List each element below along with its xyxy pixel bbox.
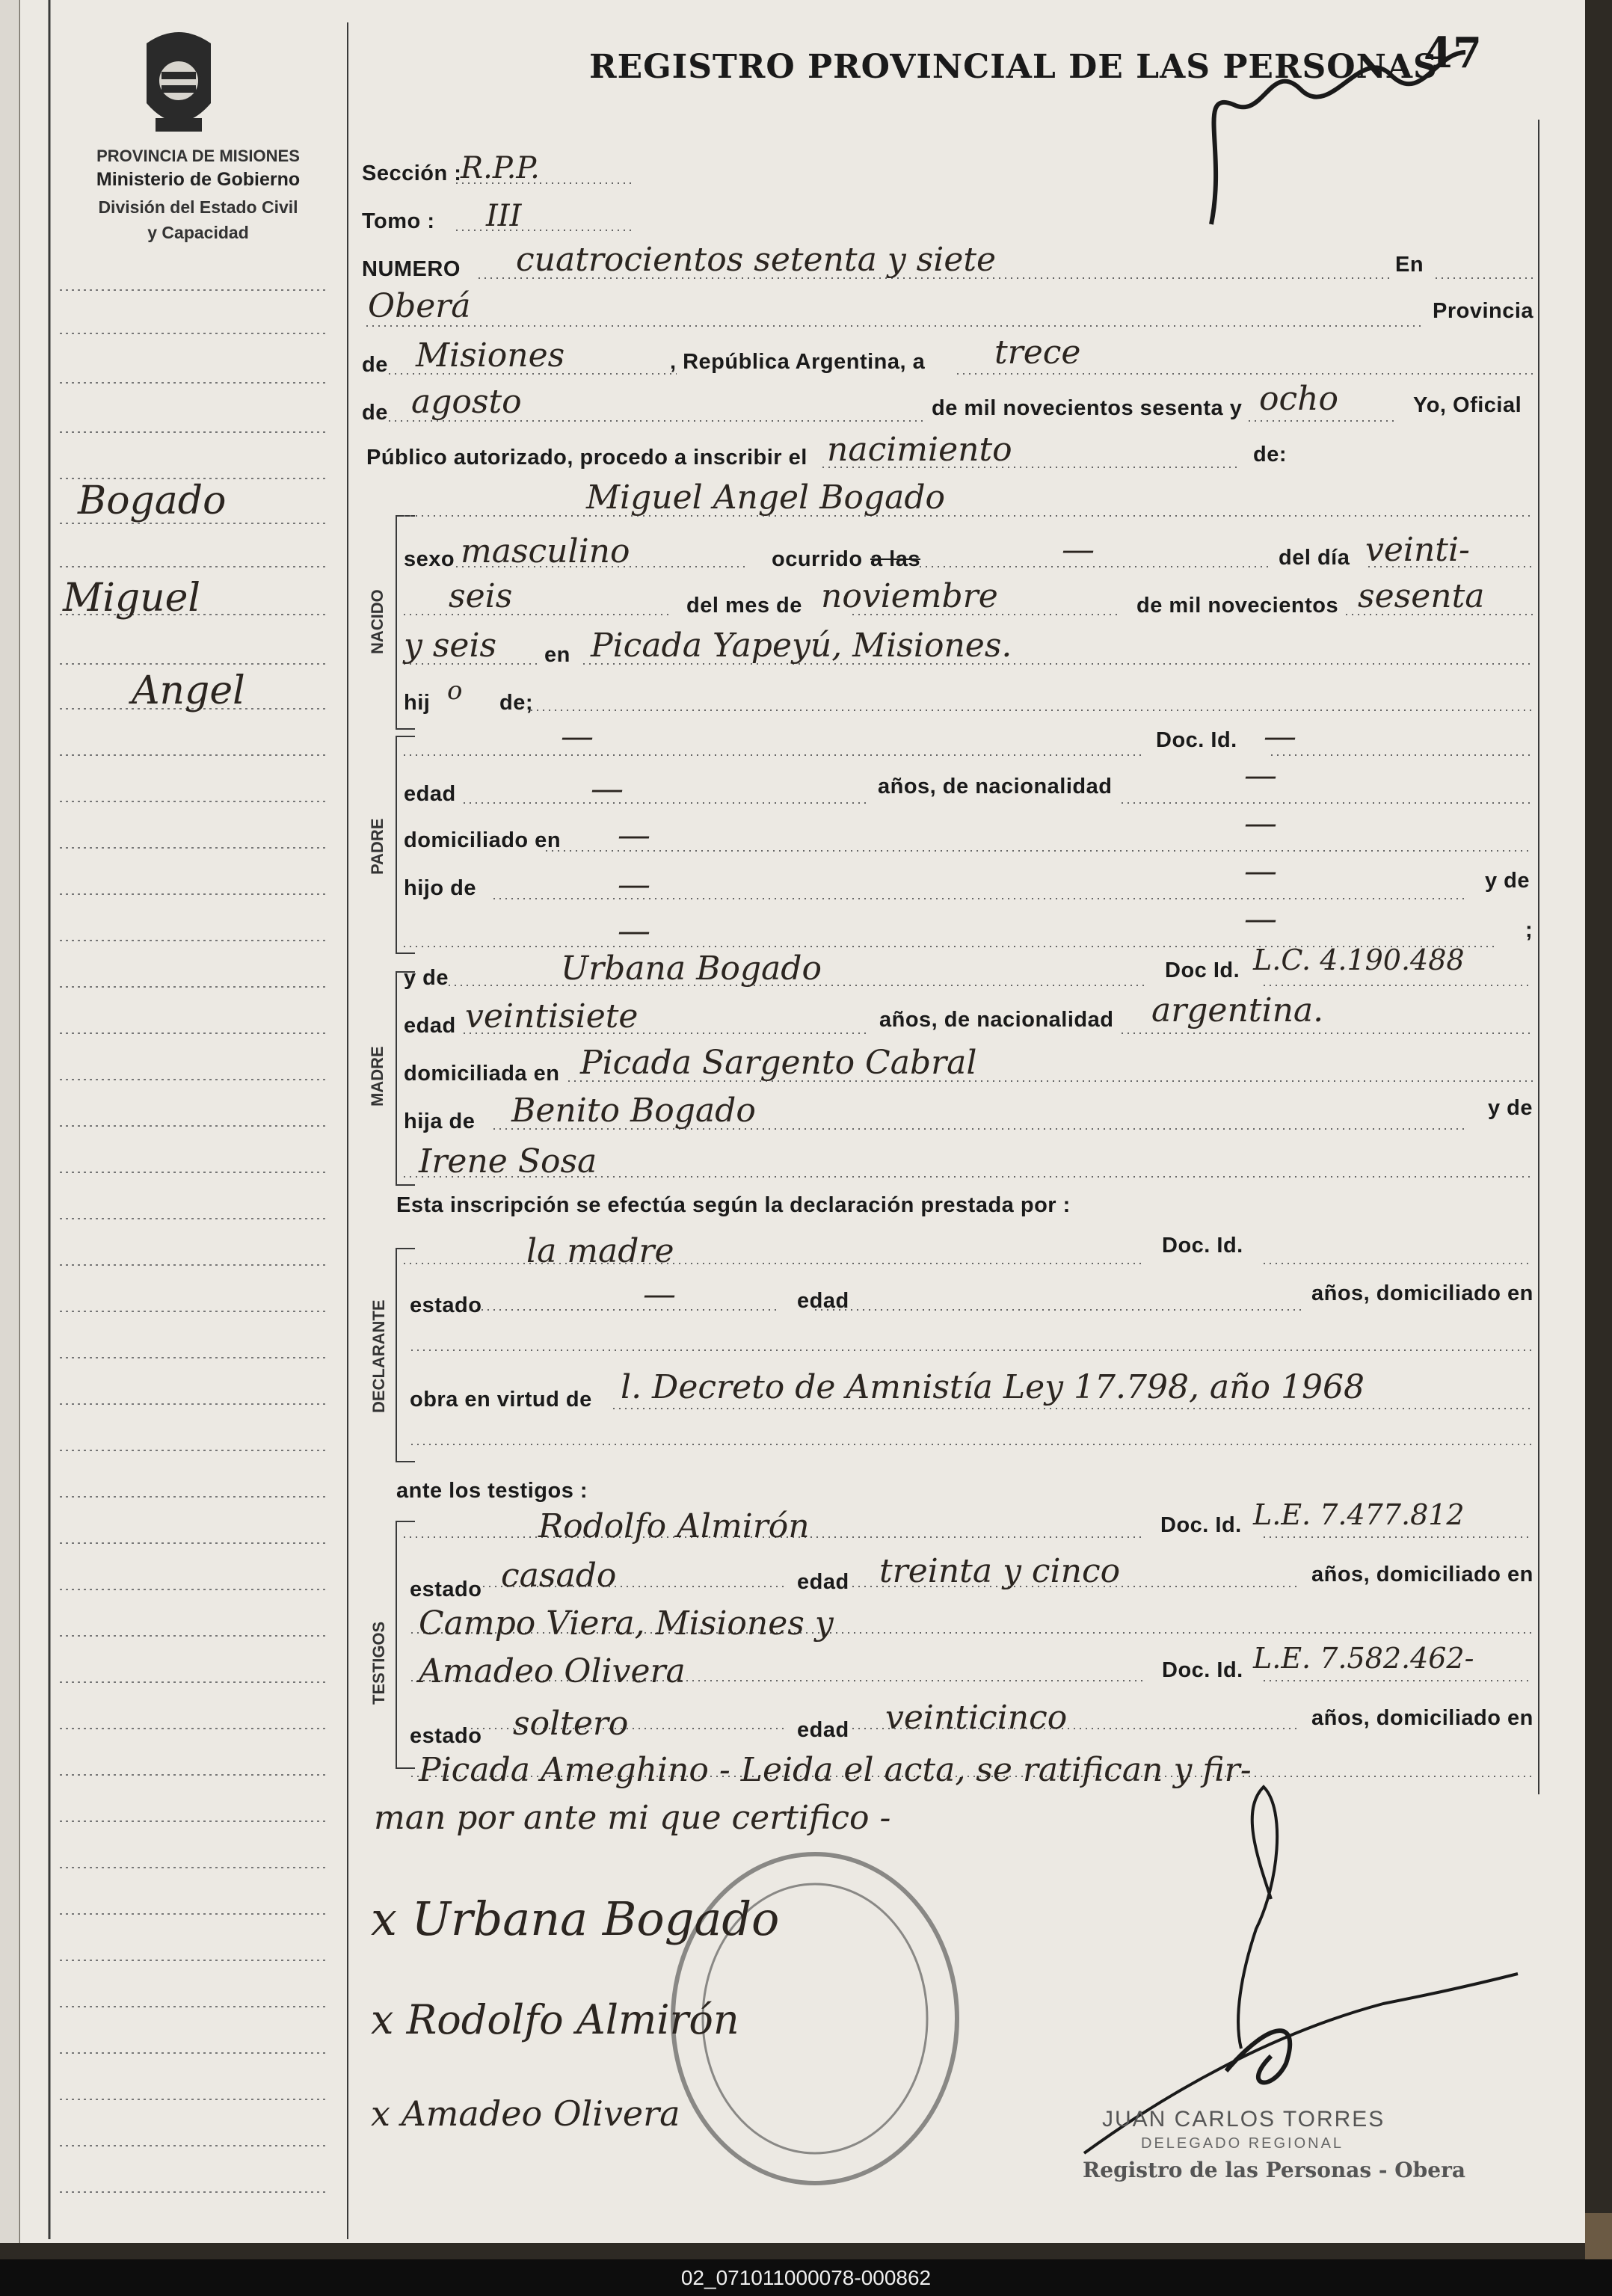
office-line-2: Ministerio de Gobierno — [96, 169, 301, 190]
en-value: Oberá — [368, 287, 471, 325]
signature-urbana: x Urbana Bogado — [371, 1892, 780, 1946]
hij-de-label: de; — [499, 691, 533, 715]
nacido-dia-value: veinti- — [1365, 531, 1470, 569]
madre-edad-value: veintisiete — [465, 997, 639, 1035]
ocurrido-strike: a las — [870, 547, 920, 571]
de-label: de — [362, 353, 388, 377]
testigos-intro: ante los testigos : — [396, 1479, 588, 1503]
padre-dom-value: — — [618, 816, 650, 855]
hij-value: o — [447, 676, 463, 706]
nacido-nombre: Miguel Angel Bogado — [586, 478, 945, 517]
provincia-value: Misiones — [416, 336, 565, 375]
testigo-1-estado-label: estado — [410, 1578, 482, 1601]
publico-label: Público autorizado, procedo a inscribir el — [366, 446, 807, 470]
tomo-value: III — [486, 199, 522, 233]
padre-madre-value-2: — — [1244, 900, 1277, 938]
testigo-1-nombre: Rodolfo Almirón — [538, 1507, 810, 1545]
testigo-2-dom: Picada Ameghino - Leida el acta, se ratifican y fir- — [419, 1751, 1252, 1789]
padre-hijo-value-2: — — [1244, 852, 1277, 890]
padre-hijo-value: — — [618, 866, 650, 904]
madre-edad-label: edad — [404, 1014, 456, 1038]
ocurrido-value: — — [1062, 531, 1095, 569]
dia-value: trece — [994, 333, 1081, 372]
signature-rodolfo: x Rodolfo Almirón — [371, 1996, 739, 2043]
madre-doc-value: L.C. 4.190.488 — [1253, 944, 1465, 976]
de3-label: de: — [1253, 443, 1287, 467]
acto-value: nacimiento — [827, 431, 1012, 469]
corner-number: 47 — [1424, 28, 1482, 78]
official-name: JUAN CARLOS TORRES — [1102, 2107, 1385, 2132]
sexo-label: sexo — [404, 547, 455, 571]
signature-amadeo: x Amadeo Olivera — [371, 2093, 680, 2134]
closing-text: man por ante mi que certifico - — [374, 1799, 891, 1837]
en-lugar-label: en — [544, 643, 570, 667]
padre-dom-label: domiciliado en — [404, 828, 562, 852]
padre-hijo-label: hijo de — [404, 876, 476, 900]
madre-yde2-label: y de — [1488, 1096, 1533, 1120]
republica-label: , República Argentina, a — [670, 350, 926, 374]
numero-value: cuatrocientos setenta y siete — [516, 241, 997, 279]
official-office: Registro de las Personas - Obera — [1083, 2158, 1465, 2182]
margin-surname: Bogado — [78, 478, 227, 523]
madre-nac-value: argentina. — [1151, 991, 1324, 1029]
padre-yde-label: y de — [1485, 869, 1531, 893]
declarante-nombre: la madre — [526, 1232, 674, 1270]
declarante-estado-value: — — [643, 1275, 676, 1314]
testigo-1-doc-label: Doc. Id. — [1160, 1513, 1242, 1537]
hij-label: hij — [404, 691, 431, 715]
padre-nac-value: — — [1244, 757, 1277, 795]
testigo-2-estado: soltero — [513, 1705, 629, 1743]
testigo-1-doc: L.E. 7.477.812 — [1253, 1498, 1465, 1531]
file-code-label: 02_071011000078-000862 — [0, 2259, 1612, 2296]
margin-name-1: Miguel — [63, 576, 201, 621]
testigos-section-label: TESTIGOS — [369, 1621, 388, 1705]
page-title: REGISTRO PROVINCIAL DE LAS PERSONAS — [589, 48, 1438, 86]
padre-dom-value-2: — — [1244, 804, 1277, 843]
padre-nac-label: años, de nacionalidad — [878, 775, 1113, 798]
coat-of-arms-icon — [139, 28, 218, 139]
sexo-value: masculino — [461, 532, 630, 570]
testigo-2-dom-label: años, domiciliado en — [1311, 1706, 1533, 1730]
official-title: DELEGADO REGIONAL — [1141, 2135, 1344, 2152]
madre-doc-label: Doc Id. — [1165, 958, 1240, 982]
madre-nombre: Urbana Bogado — [561, 950, 822, 988]
lugar-value: Picada Yapeyú, Misiones. — [591, 627, 1012, 665]
madre-madre-value: Irene Sosa — [419, 1142, 597, 1181]
oficial-label: Yo, Oficial — [1413, 393, 1522, 417]
ocurrido-label: ocurrido — [772, 547, 863, 571]
padre-edad-value: — — [591, 770, 624, 808]
testigo-2-edad: veinticinco — [885, 1699, 1068, 1737]
declarante-section-label: DECLARANTE — [369, 1299, 388, 1413]
testigo-2-doc: L.E. 7.582.462- — [1253, 1642, 1474, 1675]
seccion-value: R.P.P. — [461, 151, 540, 185]
declarante-obra-label: obra en virtud de — [410, 1388, 592, 1412]
madre-section-label: MADRE — [368, 1046, 387, 1107]
testigo-1-dom: Campo Viera, Misiones y — [419, 1604, 834, 1643]
tomo-label: Tomo : — [362, 209, 435, 233]
de2-label: de — [362, 401, 388, 425]
nacido-anio-value-2: y seis — [404, 627, 497, 665]
declarante-edad-label: edad — [797, 1289, 849, 1313]
testigo-2-doc-label: Doc. Id. — [1162, 1658, 1243, 1682]
mil-label: de mil novecientos — [1136, 594, 1339, 618]
en-label: En — [1395, 253, 1424, 277]
madre-padre-value: Benito Bogado — [511, 1092, 756, 1130]
dia-label: del día — [1279, 546, 1350, 570]
testigo-2-edad-label: edad — [797, 1718, 849, 1742]
padre-nombre: — — [561, 718, 594, 756]
padre-doc-value: — — [1264, 718, 1296, 756]
nacido-anio-value: sesenta — [1358, 577, 1485, 615]
testigo-1-edad-label: edad — [797, 1570, 849, 1594]
anio-label: de mil novecientos sesenta y — [932, 396, 1243, 420]
testigo-2-nombre: Amadeo Olivera — [419, 1652, 686, 1690]
mes-label: del mes de — [686, 594, 802, 618]
madre-nac-label: años, de nacionalidad — [879, 1008, 1114, 1032]
padre-edad-label: edad — [404, 782, 456, 806]
office-line-4: y Capacidad — [147, 223, 249, 242]
madre-dom-value: Picada Sargento Cabral — [580, 1044, 977, 1082]
office-line-1: PROVINCIA DE MISIONES — [96, 147, 300, 165]
nacido-dia-value-2: seis — [449, 577, 513, 615]
office-line-3: División del Estado Civil — [98, 197, 298, 217]
madre-hija-label: hija de — [404, 1109, 476, 1133]
padre-doc-label: Doc. Id. — [1156, 728, 1237, 752]
madre-dom-label: domiciliada en — [404, 1062, 560, 1086]
declarante-doc-label: Doc. Id. — [1162, 1234, 1243, 1258]
testigo-2-estado-label: estado — [410, 1724, 482, 1748]
declarante-obra-value: l. Decreto de Amnistía Ley 17.798, año 1968 — [621, 1368, 1365, 1406]
seccion-label: Sección : — [362, 161, 462, 185]
declarante-intro: Esta inscripción se efectúa según la declaración prestada por : — [396, 1193, 1071, 1217]
padre-section-label: PADRE — [368, 818, 387, 875]
numero-label: NUMERO — [362, 257, 461, 281]
declarante-dom-label: años, domiciliado en — [1311, 1281, 1533, 1305]
padre-semicolon: ; — [1525, 918, 1533, 942]
nacido-mes-value: noviembre — [821, 577, 998, 615]
testigo-1-estado: casado — [501, 1557, 617, 1595]
declarante-estado-label: estado — [410, 1293, 482, 1317]
mes-value: agosto — [411, 383, 522, 421]
madre-yde-label: y de — [404, 966, 449, 990]
anio-value: ocho — [1259, 380, 1338, 418]
provincia-label: Provincia — [1433, 299, 1534, 323]
margin-name-2: Angel — [132, 668, 245, 713]
nacido-section-label: NACIDO — [368, 589, 387, 654]
testigo-1-dom-label: años, domiciliado en — [1311, 1563, 1533, 1586]
testigo-1-edad: treinta y cinco — [879, 1552, 1121, 1590]
padre-madre-value: — — [618, 912, 650, 950]
